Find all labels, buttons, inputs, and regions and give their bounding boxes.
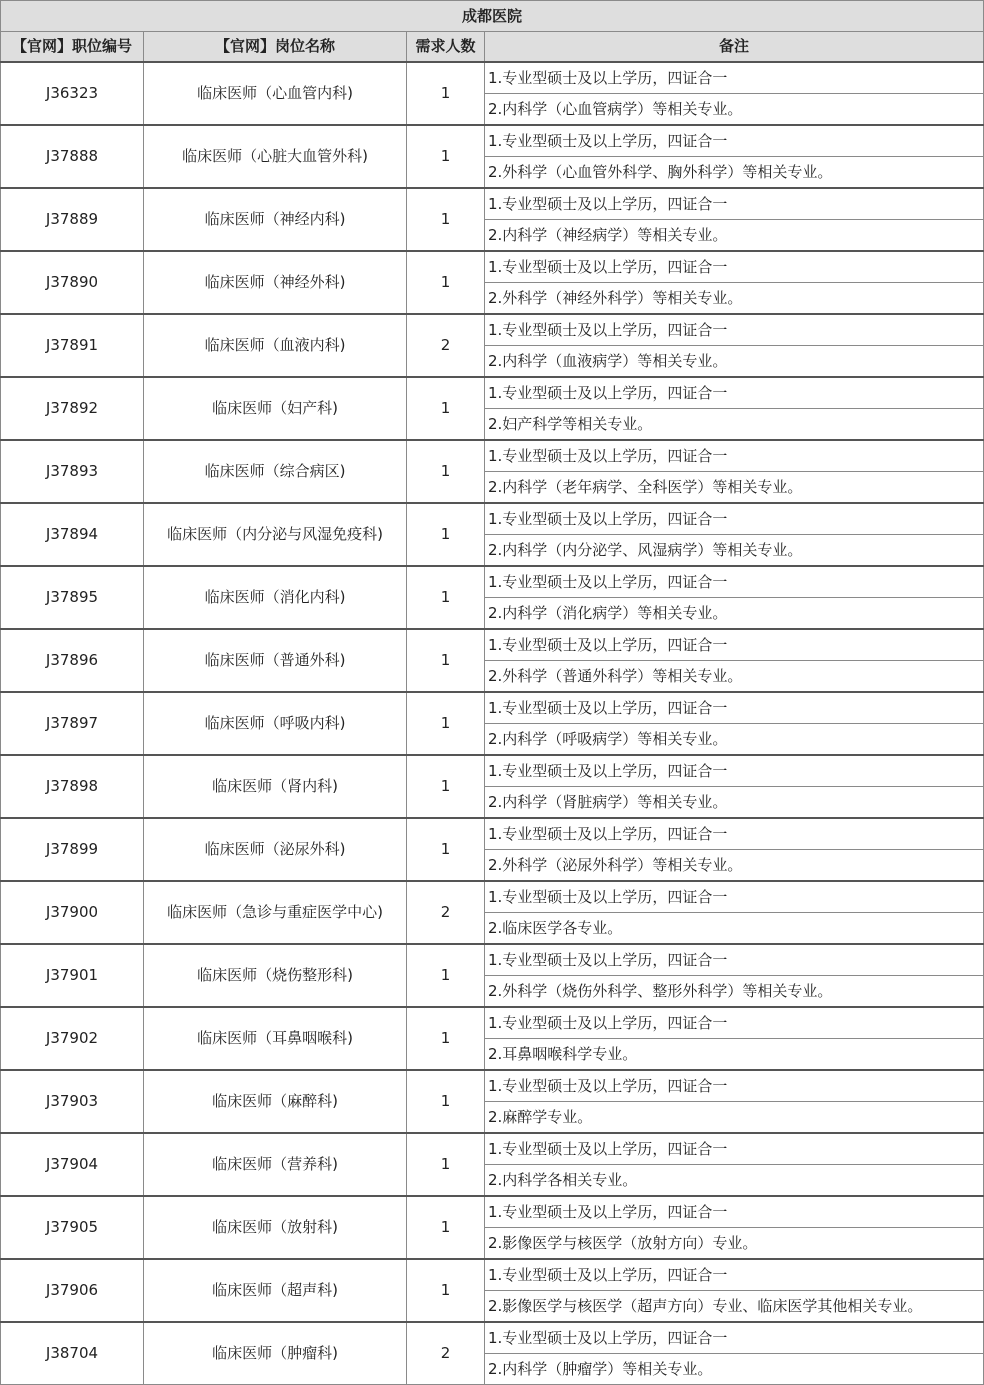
note-line-2: 2.外科学（心血管外科学、胸外科学）等相关专业。 bbox=[485, 157, 984, 189]
note-line-1: 1.专业型硕士及以上学历，四证合一 bbox=[485, 881, 984, 913]
position-code: J37900 bbox=[1, 881, 144, 944]
note-line-1: 1.专业型硕士及以上学历，四证合一 bbox=[485, 1196, 984, 1228]
position-count: 1 bbox=[407, 1196, 485, 1259]
position-code: J37891 bbox=[1, 314, 144, 377]
position-name: 临床医师（心脏大血管外科) bbox=[144, 125, 407, 188]
position-code: J37898 bbox=[1, 755, 144, 818]
header-note: 备注 bbox=[485, 32, 984, 63]
position-count: 1 bbox=[407, 818, 485, 881]
table-row bbox=[1, 566, 984, 598]
position-count: 2 bbox=[407, 314, 485, 377]
note-line-2: 2.耳鼻咽喉科学专业。 bbox=[485, 1039, 984, 1071]
position-code: J37892 bbox=[1, 377, 144, 440]
note-line-1: 1.专业型硕士及以上学历，四证合一 bbox=[485, 755, 984, 787]
position-name: 临床医师（综合病区) bbox=[144, 440, 407, 503]
position-name: 临床医师（呼吸内科) bbox=[144, 692, 407, 755]
note-line-2: 2.内科学（老年病学、全科医学）等相关专业。 bbox=[485, 472, 984, 504]
note-line-1: 1.专业型硕士及以上学历，四证合一 bbox=[485, 944, 984, 976]
note-line-2: 2.内科学（肾脏病学）等相关专业。 bbox=[485, 787, 984, 819]
position-name: 临床医师（血液内科) bbox=[144, 314, 407, 377]
note-line-1: 1.专业型硕士及以上学历，四证合一 bbox=[485, 629, 984, 661]
note-line-2: 2.影像医学与核医学（超声方向）专业、临床医学其他相关专业。 bbox=[485, 1291, 984, 1323]
note-line-1: 1.专业型硕士及以上学历，四证合一 bbox=[485, 1259, 984, 1291]
position-count: 1 bbox=[407, 1259, 485, 1322]
position-code: J37893 bbox=[1, 440, 144, 503]
table-row bbox=[1, 125, 984, 157]
position-code: J37904 bbox=[1, 1133, 144, 1196]
note-line-2: 2.麻醉学专业。 bbox=[485, 1102, 984, 1134]
note-line-1: 1.专业型硕士及以上学历，四证合一 bbox=[485, 1133, 984, 1165]
position-name: 临床医师（内分泌与风湿免疫科) bbox=[144, 503, 407, 566]
table-row bbox=[1, 755, 984, 787]
position-count: 1 bbox=[407, 503, 485, 566]
position-code: J37896 bbox=[1, 629, 144, 692]
table-row bbox=[1, 251, 984, 283]
position-count: 2 bbox=[407, 881, 485, 944]
position-code: J37905 bbox=[1, 1196, 144, 1259]
table-row bbox=[1, 1133, 984, 1165]
position-name: 临床医师（麻醉科) bbox=[144, 1070, 407, 1133]
position-count: 1 bbox=[407, 251, 485, 314]
note-line-2: 2.影像医学与核医学（放射方向）专业。 bbox=[485, 1228, 984, 1260]
header-row bbox=[1, 32, 984, 63]
position-code: J37894 bbox=[1, 503, 144, 566]
position-code: J38704 bbox=[1, 1322, 144, 1385]
header-name: 【官网】岗位名称 bbox=[144, 32, 407, 63]
note-line-1: 1.专业型硕士及以上学历，四证合一 bbox=[485, 818, 984, 850]
position-name: 临床医师（普通外科) bbox=[144, 629, 407, 692]
position-name: 临床医师（神经外科) bbox=[144, 251, 407, 314]
note-line-2: 2.外科学（烧伤外科学、整形外科学）等相关专业。 bbox=[485, 976, 984, 1008]
note-line-2: 2.内科学各相关专业。 bbox=[485, 1165, 984, 1197]
table-row bbox=[1, 503, 984, 535]
note-line-1: 1.专业型硕士及以上学历，四证合一 bbox=[485, 251, 984, 283]
note-line-1: 1.专业型硕士及以上学历，四证合一 bbox=[485, 1322, 984, 1354]
position-code: J37897 bbox=[1, 692, 144, 755]
note-line-2: 2.内科学（血液病学）等相关专业。 bbox=[485, 346, 984, 378]
position-name: 临床医师（放射科) bbox=[144, 1196, 407, 1259]
position-count: 1 bbox=[407, 692, 485, 755]
note-line-1: 1.专业型硕士及以上学历，四证合一 bbox=[485, 1070, 984, 1102]
table-title: 成都医院 bbox=[1, 1, 984, 32]
table-row bbox=[1, 1259, 984, 1291]
note-line-1: 1.专业型硕士及以上学历，四证合一 bbox=[485, 503, 984, 535]
position-name: 临床医师（神经内科) bbox=[144, 188, 407, 251]
table-row bbox=[1, 62, 984, 94]
position-name: 临床医师（心血管内科) bbox=[144, 62, 407, 125]
table-row bbox=[1, 629, 984, 661]
table-body bbox=[1, 62, 984, 1385]
table-row bbox=[1, 881, 984, 913]
note-line-1: 1.专业型硕士及以上学历，四证合一 bbox=[485, 125, 984, 157]
position-code: J37903 bbox=[1, 1070, 144, 1133]
note-line-1: 1.专业型硕士及以上学历，四证合一 bbox=[485, 1007, 984, 1039]
note-line-2: 2.内科学（心血管病学）等相关专业。 bbox=[485, 94, 984, 126]
position-count: 1 bbox=[407, 944, 485, 1007]
table-row bbox=[1, 314, 984, 346]
position-count: 1 bbox=[407, 188, 485, 251]
position-code: J37888 bbox=[1, 125, 144, 188]
position-code: J37906 bbox=[1, 1259, 144, 1322]
position-name: 临床医师（肿瘤科) bbox=[144, 1322, 407, 1385]
note-line-2: 2.内科学（肿瘤学）等相关专业。 bbox=[485, 1354, 984, 1385]
note-line-1: 1.专业型硕士及以上学历，四证合一 bbox=[485, 440, 984, 472]
position-code: J37901 bbox=[1, 944, 144, 1007]
position-name: 临床医师（超声科) bbox=[144, 1259, 407, 1322]
table-row bbox=[1, 1322, 984, 1354]
position-count: 1 bbox=[407, 1070, 485, 1133]
position-count: 1 bbox=[407, 566, 485, 629]
header-code: 【官网】职位编号 bbox=[1, 32, 144, 63]
position-name: 临床医师（泌尿外科) bbox=[144, 818, 407, 881]
position-code: J37890 bbox=[1, 251, 144, 314]
table-row bbox=[1, 440, 984, 472]
position-code: J37895 bbox=[1, 566, 144, 629]
position-count: 1 bbox=[407, 125, 485, 188]
table-title-row bbox=[1, 1, 984, 32]
table-row bbox=[1, 1007, 984, 1039]
position-code: J36323 bbox=[1, 62, 144, 125]
table-row bbox=[1, 1070, 984, 1102]
position-name: 临床医师（营养科) bbox=[144, 1133, 407, 1196]
position-name: 临床医师（消化内科) bbox=[144, 566, 407, 629]
note-line-2: 2.外科学（普通外科学）等相关专业。 bbox=[485, 661, 984, 693]
note-line-2: 2.外科学（泌尿外科学）等相关专业。 bbox=[485, 850, 984, 882]
header-count: 需求人数 bbox=[407, 32, 485, 63]
note-line-2: 2.妇产科学等相关专业。 bbox=[485, 409, 984, 441]
note-line-1: 1.专业型硕士及以上学历，四证合一 bbox=[485, 62, 984, 94]
note-line-1: 1.专业型硕士及以上学历，四证合一 bbox=[485, 566, 984, 598]
table-row bbox=[1, 1196, 984, 1228]
table-row bbox=[1, 188, 984, 220]
position-code: J37889 bbox=[1, 188, 144, 251]
position-count: 2 bbox=[407, 1322, 485, 1385]
note-line-2: 2.临床医学各专业。 bbox=[485, 913, 984, 945]
position-name: 临床医师（烧伤整形科) bbox=[144, 944, 407, 1007]
position-count: 1 bbox=[407, 629, 485, 692]
table-row bbox=[1, 944, 984, 976]
note-line-2: 2.外科学（神经外科学）等相关专业。 bbox=[485, 283, 984, 315]
position-count: 1 bbox=[407, 1133, 485, 1196]
position-code: J37902 bbox=[1, 1007, 144, 1070]
position-code: J37899 bbox=[1, 818, 144, 881]
table-row bbox=[1, 377, 984, 409]
note-line-2: 2.内科学（消化病学）等相关专业。 bbox=[485, 598, 984, 630]
position-count: 1 bbox=[407, 377, 485, 440]
note-line-1: 1.专业型硕士及以上学历，四证合一 bbox=[485, 692, 984, 724]
note-line-1: 1.专业型硕士及以上学历，四证合一 bbox=[485, 188, 984, 220]
note-line-1: 1.专业型硕士及以上学历，四证合一 bbox=[485, 377, 984, 409]
position-name: 临床医师（肾内科) bbox=[144, 755, 407, 818]
position-name: 临床医师（耳鼻咽喉科) bbox=[144, 1007, 407, 1070]
note-line-2: 2.内科学（内分泌学、风湿病学）等相关专业。 bbox=[485, 535, 984, 567]
position-name: 临床医师（急诊与重症医学中心) bbox=[144, 881, 407, 944]
note-line-2: 2.内科学（神经病学）等相关专业。 bbox=[485, 220, 984, 252]
note-line-1: 1.专业型硕士及以上学历，四证合一 bbox=[485, 314, 984, 346]
table-row bbox=[1, 692, 984, 724]
position-count: 1 bbox=[407, 755, 485, 818]
table-row bbox=[1, 818, 984, 850]
position-count: 1 bbox=[407, 62, 485, 125]
position-count: 1 bbox=[407, 1007, 485, 1070]
note-line-2: 2.内科学（呼吸病学）等相关专业。 bbox=[485, 724, 984, 756]
position-count: 1 bbox=[407, 440, 485, 503]
position-name: 临床医师（妇产科) bbox=[144, 377, 407, 440]
